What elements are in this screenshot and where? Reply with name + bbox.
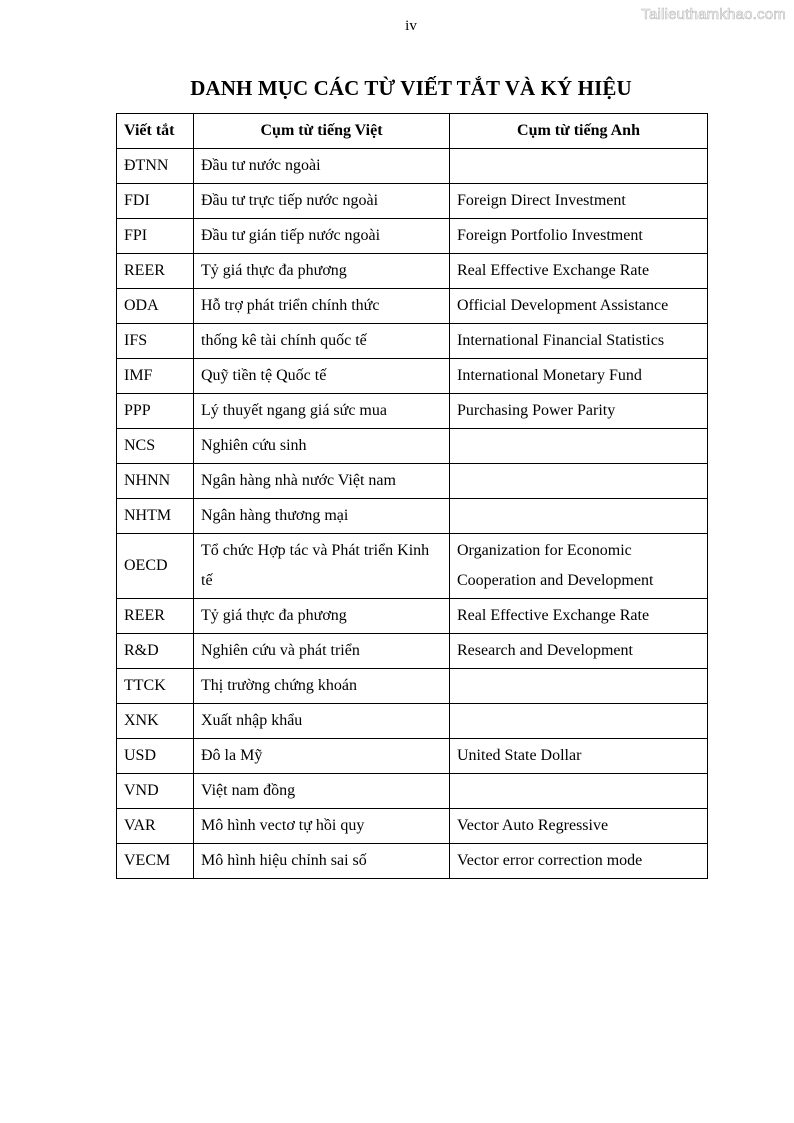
cell-english: Foreign Direct Investment: [450, 184, 708, 219]
table-row: [117, 184, 708, 219]
cell-vietnamese: Nghiên cứu sinh: [194, 429, 450, 464]
cell-english: Vector error correction mode: [450, 844, 708, 879]
table-row: [117, 464, 708, 499]
cell-abbreviation: ODA: [117, 289, 194, 324]
cell-vietnamese: Quỹ tiền tệ Quốc tế: [194, 359, 450, 394]
table-row: [117, 394, 708, 429]
cell-abbreviation: NHNN: [117, 464, 194, 499]
cell-abbreviation: OECD: [117, 534, 194, 599]
cell-english: [450, 429, 708, 464]
cell-english: [450, 464, 708, 499]
cell-abbreviation: FPI: [117, 219, 194, 254]
cell-abbreviation: XNK: [117, 704, 194, 739]
cell-english: Real Effective Exchange Rate: [450, 599, 708, 634]
table-row: [117, 429, 708, 464]
cell-abbreviation: IMF: [117, 359, 194, 394]
cell-vietnamese: Đầu tư gián tiếp nước ngoài: [194, 219, 450, 254]
cell-abbreviation: REER: [117, 254, 194, 289]
table-row: [117, 254, 708, 289]
cell-vietnamese: Hỗ trợ phát triển chính thức: [194, 289, 450, 324]
cell-vietnamese: Tổ chức Hợp tác và Phát triển Kinh tế: [194, 534, 450, 599]
watermark-text: Tailieuthamkhao.com: [641, 6, 786, 23]
cell-abbreviation: VAR: [117, 809, 194, 844]
cell-vietnamese: Ngân hàng nhà nước Việt nam: [194, 464, 450, 499]
cell-vietnamese: Tỷ giá thực đa phương: [194, 599, 450, 634]
cell-vietnamese: Đầu tư nước ngoài: [194, 149, 450, 184]
cell-english: [450, 774, 708, 809]
cell-abbreviation: VND: [117, 774, 194, 809]
table-row: [117, 704, 708, 739]
cell-english: Real Effective Exchange Rate: [450, 254, 708, 289]
cell-vietnamese: Lý thuyết ngang giá sức mua: [194, 394, 450, 429]
table-header-row: [117, 114, 708, 149]
table-row: [117, 669, 708, 704]
header-abbreviation: Viết tắt: [117, 114, 194, 149]
cell-abbreviation: FDI: [117, 184, 194, 219]
cell-abbreviation: NHTM: [117, 499, 194, 534]
cell-abbreviation: PPP: [117, 394, 194, 429]
cell-vietnamese: Mô hình vectơ tự hồi quy: [194, 809, 450, 844]
cell-english: International Monetary Fund: [450, 359, 708, 394]
cell-english: Purchasing Power Parity: [450, 394, 708, 429]
cell-vietnamese: thống kê tài chính quốc tế: [194, 324, 450, 359]
cell-abbreviation: TTCK: [117, 669, 194, 704]
cell-english: [450, 149, 708, 184]
table-row: [117, 534, 708, 599]
cell-vietnamese: Thị trường chứng khoán: [194, 669, 450, 704]
abbreviations-table: [116, 113, 708, 879]
page-number: iv: [405, 18, 417, 34]
cell-english: Official Development Assistance: [450, 289, 708, 324]
cell-vietnamese: Xuất nhập khẩu: [194, 704, 450, 739]
table-row: [117, 289, 708, 324]
table-row: [117, 599, 708, 634]
cell-english: [450, 704, 708, 739]
header-vietnamese-phrase: Cụm từ tiếng Việt: [194, 114, 450, 149]
page-title: DANH MỤC CÁC TỪ VIẾT TẮT VÀ KÝ HIỆU: [190, 76, 632, 100]
cell-english: Research and Development: [450, 634, 708, 669]
cell-english: United State Dollar: [450, 739, 708, 774]
cell-abbreviation: USD: [117, 739, 194, 774]
cell-abbreviation: ĐTNN: [117, 149, 194, 184]
cell-vietnamese: Việt nam đồng: [194, 774, 450, 809]
cell-vietnamese: Ngân hàng thương mại: [194, 499, 450, 534]
cell-abbreviation: IFS: [117, 324, 194, 359]
table-row: [117, 739, 708, 774]
table-row: [117, 499, 708, 534]
table-row: [117, 809, 708, 844]
cell-abbreviation: REER: [117, 599, 194, 634]
table-row: [117, 149, 708, 184]
cell-english: Foreign Portfolio Investment: [450, 219, 708, 254]
table-row: [117, 634, 708, 669]
cell-english: Vector Auto Regressive: [450, 809, 708, 844]
cell-english: Organization for Economic Cooperation and Development: [450, 534, 708, 599]
cell-english: [450, 499, 708, 534]
cell-english: [450, 669, 708, 704]
cell-abbreviation: NCS: [117, 429, 194, 464]
cell-vietnamese: Đô la Mỹ: [194, 739, 450, 774]
cell-english: International Financial Statistics: [450, 324, 708, 359]
table-row: [117, 774, 708, 809]
table-row: [117, 359, 708, 394]
table-row: [117, 219, 708, 254]
table-row: [117, 324, 708, 359]
cell-vietnamese: Mô hình hiệu chỉnh sai số: [194, 844, 450, 879]
cell-abbreviation: R&D: [117, 634, 194, 669]
header-english-phrase: Cụm từ tiếng Anh: [450, 114, 708, 149]
cell-vietnamese: Nghiên cứu và phát triển: [194, 634, 450, 669]
cell-vietnamese: Đầu tư trực tiếp nước ngoài: [194, 184, 450, 219]
cell-vietnamese: Tỷ giá thực đa phương: [194, 254, 450, 289]
table-row: [117, 844, 708, 879]
cell-abbreviation: VECM: [117, 844, 194, 879]
